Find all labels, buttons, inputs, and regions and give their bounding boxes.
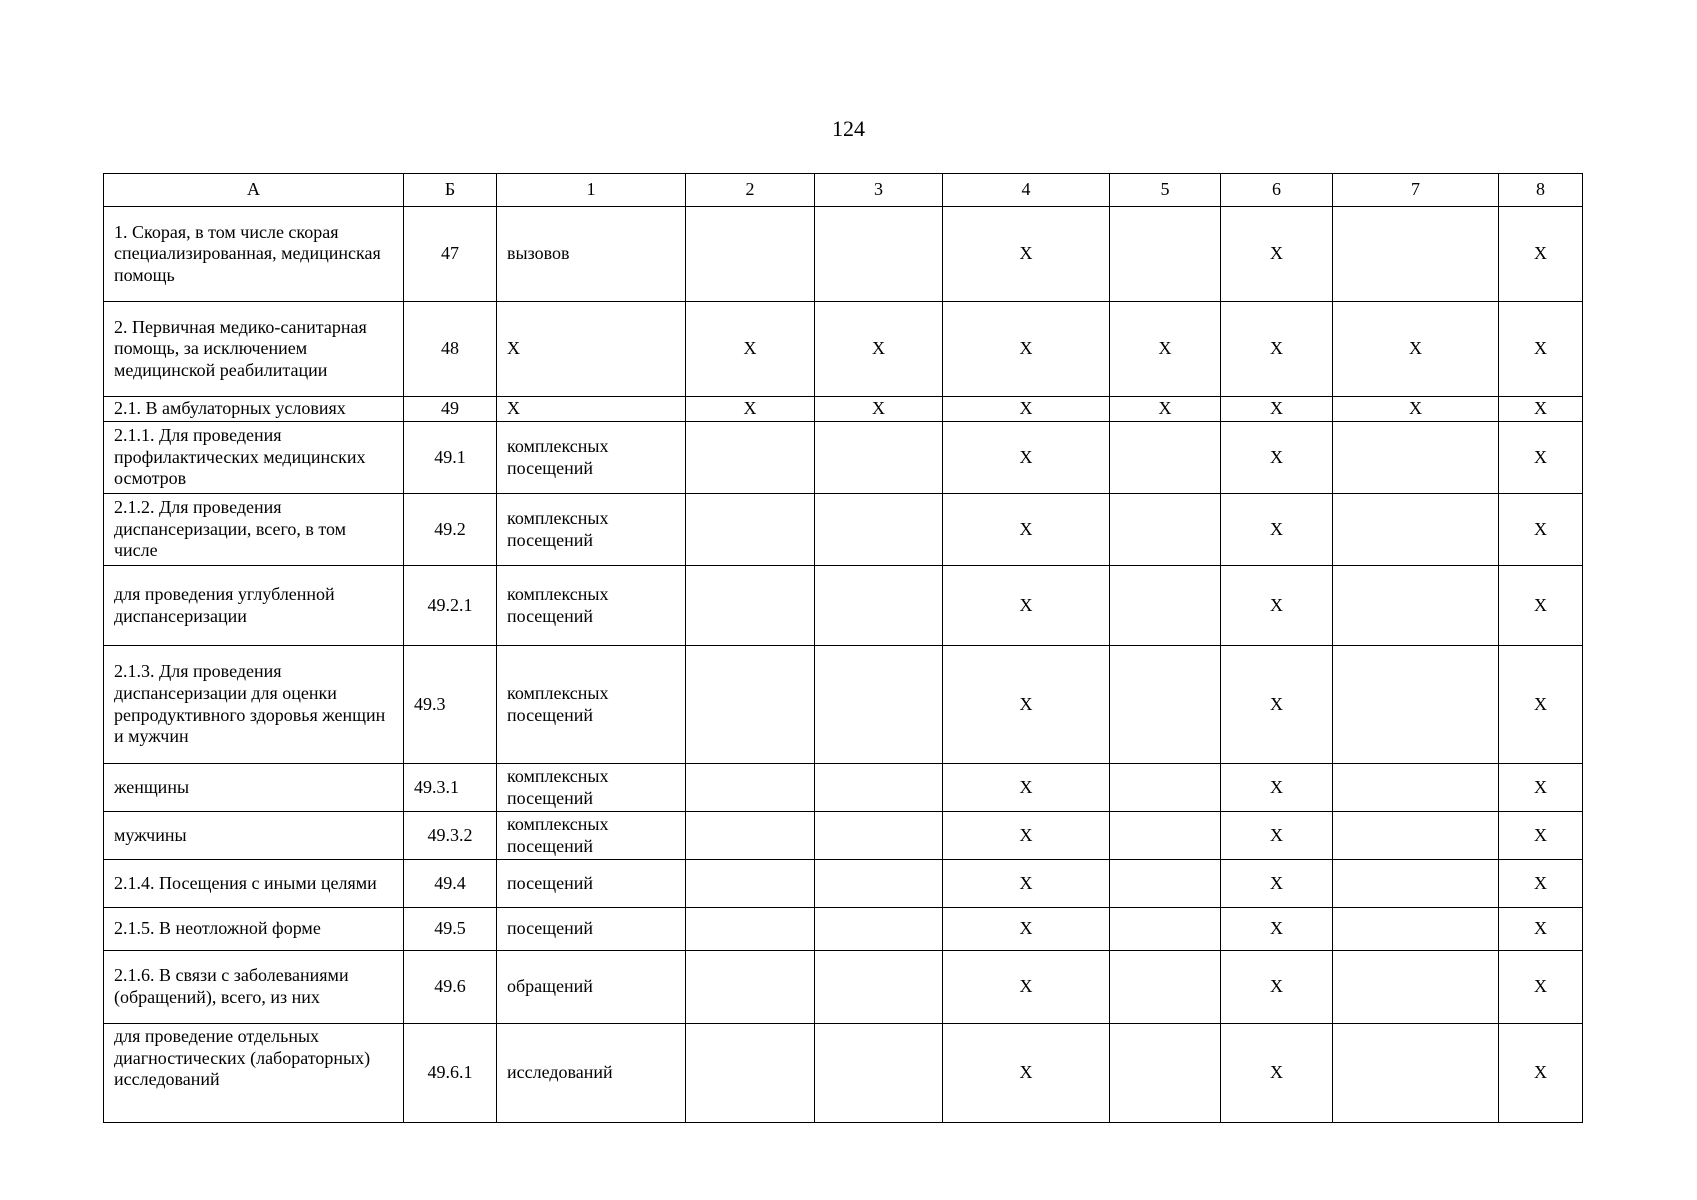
- row-cell-4: X: [943, 422, 1110, 494]
- row-cell-6: X: [1221, 812, 1333, 860]
- table-row: [104, 646, 1583, 764]
- row-cell-3: [815, 646, 943, 764]
- row-name: 2. Первичная медико-санитарная помощь, за исключением медицинской реабилитации: [104, 302, 404, 397]
- row-cell-8: X: [1499, 422, 1583, 494]
- row-cell-3: [815, 207, 943, 302]
- row-cell-3: [815, 908, 943, 951]
- row-code: 49.5: [404, 908, 497, 951]
- row-cell-2: [686, 812, 815, 860]
- row-code: 49.2.1: [404, 566, 497, 646]
- row-code: 47: [404, 207, 497, 302]
- row-cell-8: X: [1499, 207, 1583, 302]
- row-cell-8: X: [1499, 566, 1583, 646]
- row-cell-6: X: [1221, 207, 1333, 302]
- row-cell-5: [1110, 566, 1221, 646]
- row-cell-2: [686, 908, 815, 951]
- row-cell-2: [686, 764, 815, 812]
- page-number: 124: [832, 116, 865, 141]
- row-code: 49: [404, 397, 497, 422]
- row-cell-7: [1333, 951, 1499, 1024]
- row-name: 1. Скорая, в том числе скорая специализированная, медицинская помощь: [104, 207, 404, 302]
- row-cell-5: [1110, 422, 1221, 494]
- row-cell-5: X: [1110, 302, 1221, 397]
- row-cell-8: X: [1499, 764, 1583, 812]
- row-code: 49.6.1: [404, 1024, 497, 1123]
- row-cell-3: X: [815, 302, 943, 397]
- row-cell-6: X: [1221, 422, 1333, 494]
- row-cell-6: X: [1221, 646, 1333, 764]
- row-cell-8: X: [1499, 860, 1583, 908]
- row-cell-3: [815, 494, 943, 566]
- row-code: 49.3: [404, 646, 497, 764]
- row-name: для проведение отдельных диагностических (лабораторных) исследований: [104, 1024, 404, 1123]
- row-name: 2.1.6. В связи с заболеваниями (обращений), всего, из них: [104, 951, 404, 1024]
- row-cell-3: [815, 951, 943, 1024]
- row-cell-7: [1333, 646, 1499, 764]
- row-cell-2: X: [686, 302, 815, 397]
- row-unit: обращений: [497, 951, 686, 1024]
- row-name: 2.1.1. Для проведения профилактических медицинских осмотров: [104, 422, 404, 494]
- row-unit: X: [497, 397, 686, 422]
- row-cell-2: [686, 207, 815, 302]
- row-name: 2.1. В амбулаторных условиях: [104, 397, 404, 422]
- row-cell-3: [815, 566, 943, 646]
- row-cell-7: [1333, 207, 1499, 302]
- row-cell-7: [1333, 908, 1499, 951]
- row-code: 49.6: [404, 951, 497, 1024]
- row-cell-5: [1110, 860, 1221, 908]
- row-unit: комплексных посещений: [497, 646, 686, 764]
- row-cell-6: X: [1221, 397, 1333, 422]
- row-cell-4: X: [943, 908, 1110, 951]
- row-name: 2.1.2. Для проведения диспансеризации, всего, в том числе: [104, 494, 404, 566]
- row-cell-7: [1333, 764, 1499, 812]
- row-cell-3: [815, 764, 943, 812]
- row-cell-3: [815, 860, 943, 908]
- header-cell-5: 5: [1110, 174, 1221, 207]
- header-cell-a: А: [104, 174, 404, 207]
- row-cell-7: X: [1333, 302, 1499, 397]
- row-cell-8: X: [1499, 302, 1583, 397]
- header-cell-7: 7: [1333, 174, 1499, 207]
- header-cell-b: Б: [404, 174, 497, 207]
- table-row: [104, 494, 1583, 566]
- row-cell-4: X: [943, 646, 1110, 764]
- row-cell-5: [1110, 764, 1221, 812]
- row-cell-2: X: [686, 397, 815, 422]
- row-cell-5: [1110, 1024, 1221, 1123]
- row-cell-6: X: [1221, 860, 1333, 908]
- row-cell-4: X: [943, 494, 1110, 566]
- row-cell-6: X: [1221, 764, 1333, 812]
- row-cell-4: X: [943, 302, 1110, 397]
- row-unit: посещений: [497, 908, 686, 951]
- table-row: [104, 812, 1583, 860]
- header-cell-3: 3: [815, 174, 943, 207]
- row-unit: вызовов: [497, 207, 686, 302]
- table-row: [104, 207, 1583, 302]
- row-unit: комплексных посещений: [497, 422, 686, 494]
- table-row: [104, 1024, 1583, 1123]
- row-cell-6: X: [1221, 908, 1333, 951]
- row-cell-4: X: [943, 951, 1110, 1024]
- row-cell-7: [1333, 812, 1499, 860]
- row-cell-7: X: [1333, 397, 1499, 422]
- row-cell-5: [1110, 207, 1221, 302]
- row-cell-4: X: [943, 1024, 1110, 1123]
- row-unit: комплексных посещений: [497, 566, 686, 646]
- row-cell-6: X: [1221, 951, 1333, 1024]
- row-cell-2: [686, 951, 815, 1024]
- header-row: [104, 174, 1583, 207]
- header-cell-2: 2: [686, 174, 815, 207]
- table-row: [104, 302, 1583, 397]
- row-cell-8: X: [1499, 646, 1583, 764]
- row-name: женщины: [104, 764, 404, 812]
- table-row: [104, 908, 1583, 951]
- row-cell-2: [686, 860, 815, 908]
- table-row: [104, 397, 1583, 422]
- row-cell-4: X: [943, 860, 1110, 908]
- header-cell-8: 8: [1499, 174, 1583, 207]
- row-cell-4: X: [943, 566, 1110, 646]
- row-cell-8: X: [1499, 812, 1583, 860]
- header-cell-6: 6: [1221, 174, 1333, 207]
- row-cell-3: [815, 1024, 943, 1123]
- row-unit: исследований: [497, 1024, 686, 1123]
- row-cell-6: X: [1221, 494, 1333, 566]
- row-name: для проведения углубленной диспансеризации: [104, 566, 404, 646]
- row-unit: комплексных посещений: [497, 812, 686, 860]
- row-cell-8: X: [1499, 1024, 1583, 1123]
- row-cell-3: X: [815, 397, 943, 422]
- row-unit: посещений: [497, 860, 686, 908]
- row-cell-5: [1110, 951, 1221, 1024]
- row-cell-2: [686, 646, 815, 764]
- table-row: [104, 764, 1583, 812]
- row-cell-8: X: [1499, 494, 1583, 566]
- row-cell-5: [1110, 812, 1221, 860]
- table-row: [104, 566, 1583, 646]
- row-cell-7: [1333, 494, 1499, 566]
- table-row: [104, 951, 1583, 1024]
- row-cell-4: X: [943, 764, 1110, 812]
- row-name: 2.1.4. Посещения с иными целями: [104, 860, 404, 908]
- row-cell-4: X: [943, 812, 1110, 860]
- row-cell-5: [1110, 494, 1221, 566]
- row-cell-2: [686, 566, 815, 646]
- row-cell-7: [1333, 860, 1499, 908]
- row-cell-7: [1333, 566, 1499, 646]
- row-cell-5: [1110, 646, 1221, 764]
- row-cell-7: [1333, 422, 1499, 494]
- row-name: 2.1.5. В неотложной форме: [104, 908, 404, 951]
- row-name: 2.1.3. Для проведения диспансеризации для оценки репродуктивного здоровья женщин и мужчин: [104, 646, 404, 764]
- row-code: 48: [404, 302, 497, 397]
- row-cell-3: [815, 422, 943, 494]
- row-cell-4: X: [943, 207, 1110, 302]
- row-unit: комплексных посещений: [497, 764, 686, 812]
- row-cell-6: X: [1221, 566, 1333, 646]
- row-cell-2: [686, 494, 815, 566]
- row-cell-8: X: [1499, 908, 1583, 951]
- row-cell-5: [1110, 908, 1221, 951]
- row-name: мужчины: [104, 812, 404, 860]
- row-cell-5: X: [1110, 397, 1221, 422]
- row-unit: X: [497, 302, 686, 397]
- table-row: [104, 860, 1583, 908]
- row-code: 49.4: [404, 860, 497, 908]
- row-code: 49.3.1: [404, 764, 497, 812]
- row-cell-2: [686, 422, 815, 494]
- row-cell-3: [815, 812, 943, 860]
- row-cell-4: X: [943, 397, 1110, 422]
- row-cell-6: X: [1221, 1024, 1333, 1123]
- row-code: 49.2: [404, 494, 497, 566]
- row-cell-2: [686, 1024, 815, 1123]
- header-cell-1: 1: [497, 174, 686, 207]
- data-table: [103, 173, 1583, 1123]
- row-code: 49.1: [404, 422, 497, 494]
- row-unit: комплексных посещений: [497, 494, 686, 566]
- row-cell-8: X: [1499, 397, 1583, 422]
- row-cell-7: [1333, 1024, 1499, 1123]
- table-row: [104, 422, 1583, 494]
- header-cell-4: 4: [943, 174, 1110, 207]
- row-cell-6: X: [1221, 302, 1333, 397]
- row-cell-8: X: [1499, 951, 1583, 1024]
- row-code: 49.3.2: [404, 812, 497, 860]
